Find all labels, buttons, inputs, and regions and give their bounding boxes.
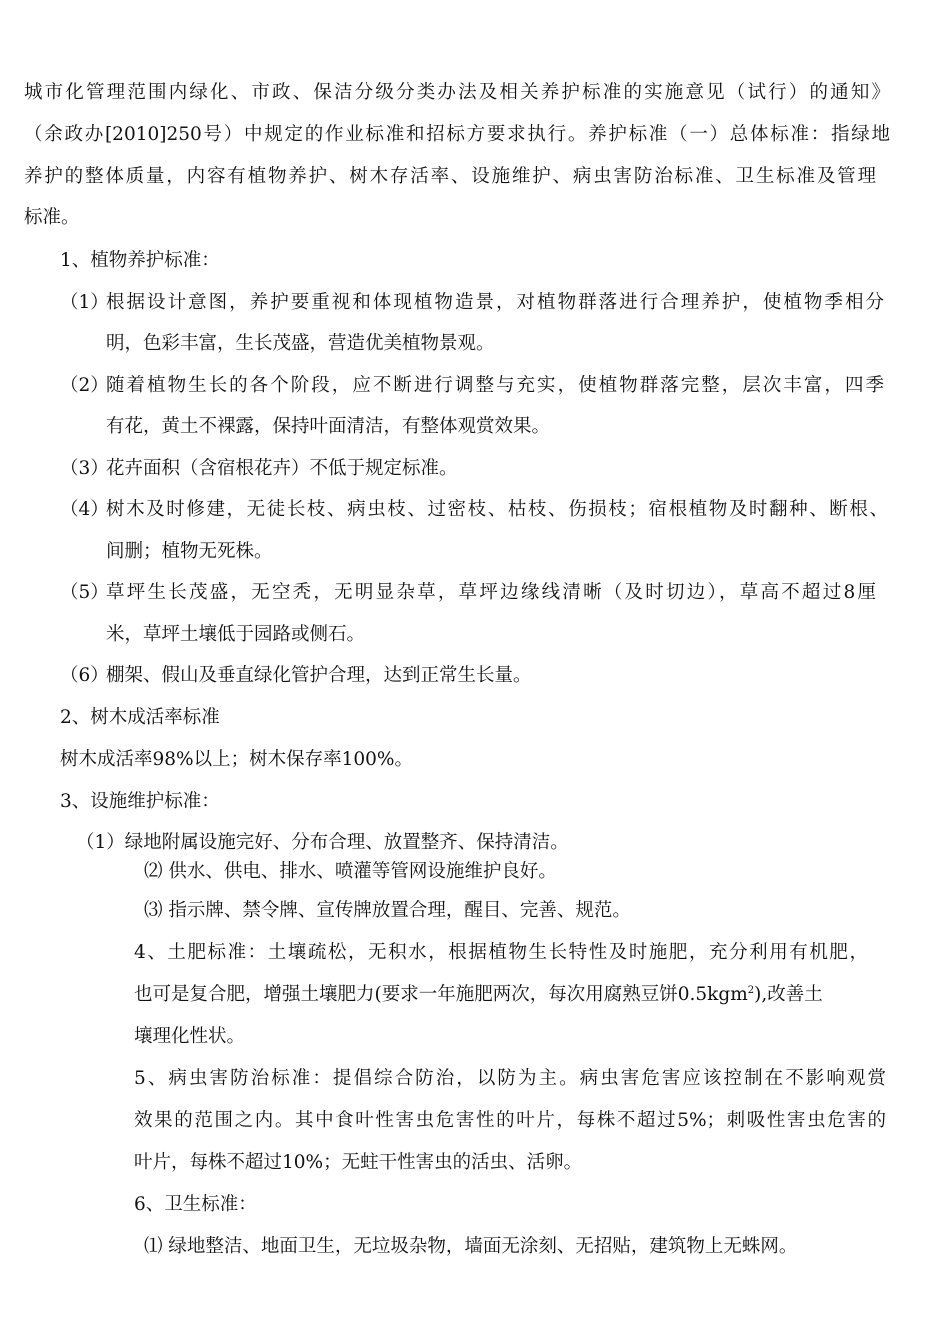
section5-line1: 5、病虫害防治标准：提倡综合防治，以防为主。病虫害危害应该控制在不影响观赏 — [134, 1068, 886, 1089]
intro-line-2: （余政办[2010]250号）中规定的作业标准和招标方要求执行。养护标准（一）总体标准：指绿地 — [24, 124, 890, 145]
intro-line-4: 标准。 — [24, 207, 80, 228]
section1-item1-line2: 明，色彩丰富，生长茂盛，营造优美植物景观。 — [106, 333, 495, 354]
section2-body: 树木成活率98%以上；树木保存率100%。 — [60, 749, 414, 770]
section1-item1-num: （1） — [60, 292, 109, 313]
section1-item5-line2: 米，草坪土壤低于园路或侧石。 — [106, 624, 366, 645]
section3-item3: ⑶ 指示牌、禁令牌、宣传牌放置合理，醒目、完善、规范。 — [144, 900, 631, 921]
section1-item6-num: （6） — [60, 665, 109, 686]
section2-heading: 2、树木成活率标准 — [60, 707, 220, 728]
section1-item3-num: （3） — [60, 458, 109, 479]
section3-item2: ⑵ 供水、供电、排水、喷灌等管网设施维护良好。 — [144, 861, 557, 882]
section4-line2 — [134, 982, 823, 1008]
section6-item1: ⑴ 绿地整洁、地面卫生，无垃圾杂物，墙面无涂刻、无招贴，建筑物上无蛛网。 — [144, 1236, 798, 1257]
section1-item2-line1: 随着植物生长的各个阶段，应不断进行调整与充实，使植物群落完整，层次丰富，四季 — [106, 375, 884, 396]
section3-item1: （1）绿地附属设施完好、分布合理、放置整齐、保持清洁。 — [76, 832, 569, 853]
section1-item4-line2: 间删；植物无死株。 — [106, 541, 273, 562]
section1-item4-num: （4） — [60, 499, 109, 520]
section1-item5-line1: 草坪生长茂盛，无空秃，无明显杂草，草坪边缘线清晰（及时切边），草高不超过8厘 — [106, 582, 876, 603]
section1-item3-line1: 花卉面积（含宿根花卉）不低于规定标准。 — [106, 458, 458, 479]
section6-heading: 6、卫生标准： — [134, 1194, 257, 1215]
section1-item4-line1: 树木及时修建，无徒长枝、病虫枝、过密枝、枯枝、伤损枝；宿根植物及时翻种、断根、 — [106, 499, 888, 520]
intro-line-3: 养护的整体质量，内容有植物养护、树木存活率、设施维护、病虫害防治标准、卫生标准及管理 — [24, 166, 876, 187]
section1-item1-line1: 根据设计意图，养护要重视和体现植物造景，对植物群落进行合理养护，使植物季相分 — [106, 292, 884, 313]
section1-item2-num: （2） — [60, 375, 109, 396]
section5-line2: 效果的范围之内。其中食叶性害虫危害性的叶片，每株不超过5%；刺吸性害虫危害的 — [134, 1110, 886, 1131]
section4-line2-text: 也可是复合肥，增强土壤肥力(要求一年施肥两次，每次用腐熟豆饼0.5kgm — [134, 984, 748, 1005]
section4-line2-tail: ),改善土 — [754, 984, 823, 1005]
section1-item6-line1: 棚架、假山及垂直绿化管护合理，达到正常生长量。 — [106, 665, 532, 686]
section1-item2-line2: 有花，黄土不裸露，保持叶面清洁，有整体观赏效果。 — [106, 416, 551, 437]
intro-line-1: 城市化管理范围内绿化、市政、保洁分级分类办法及相关养护标准的实施意见（试行）的通知》 — [24, 82, 890, 103]
section5-line3: 叶片，每株不超过10%；无蛀干性害虫的活虫、活卵。 — [134, 1152, 583, 1173]
section4-superscript: 2 — [747, 984, 755, 996]
section4-line3: 壤理化性状。 — [134, 1026, 246, 1047]
section3-heading: 3、设施维护标准： — [60, 791, 220, 812]
section1-heading: 1、植物养护标准： — [60, 250, 220, 271]
section1-item5-num: （5） — [60, 582, 109, 603]
section4-line1: 4、土肥标准：土壤疏松，无积水，根据植物生长特性及时施肥，充分利用有机肥， — [134, 942, 868, 963]
